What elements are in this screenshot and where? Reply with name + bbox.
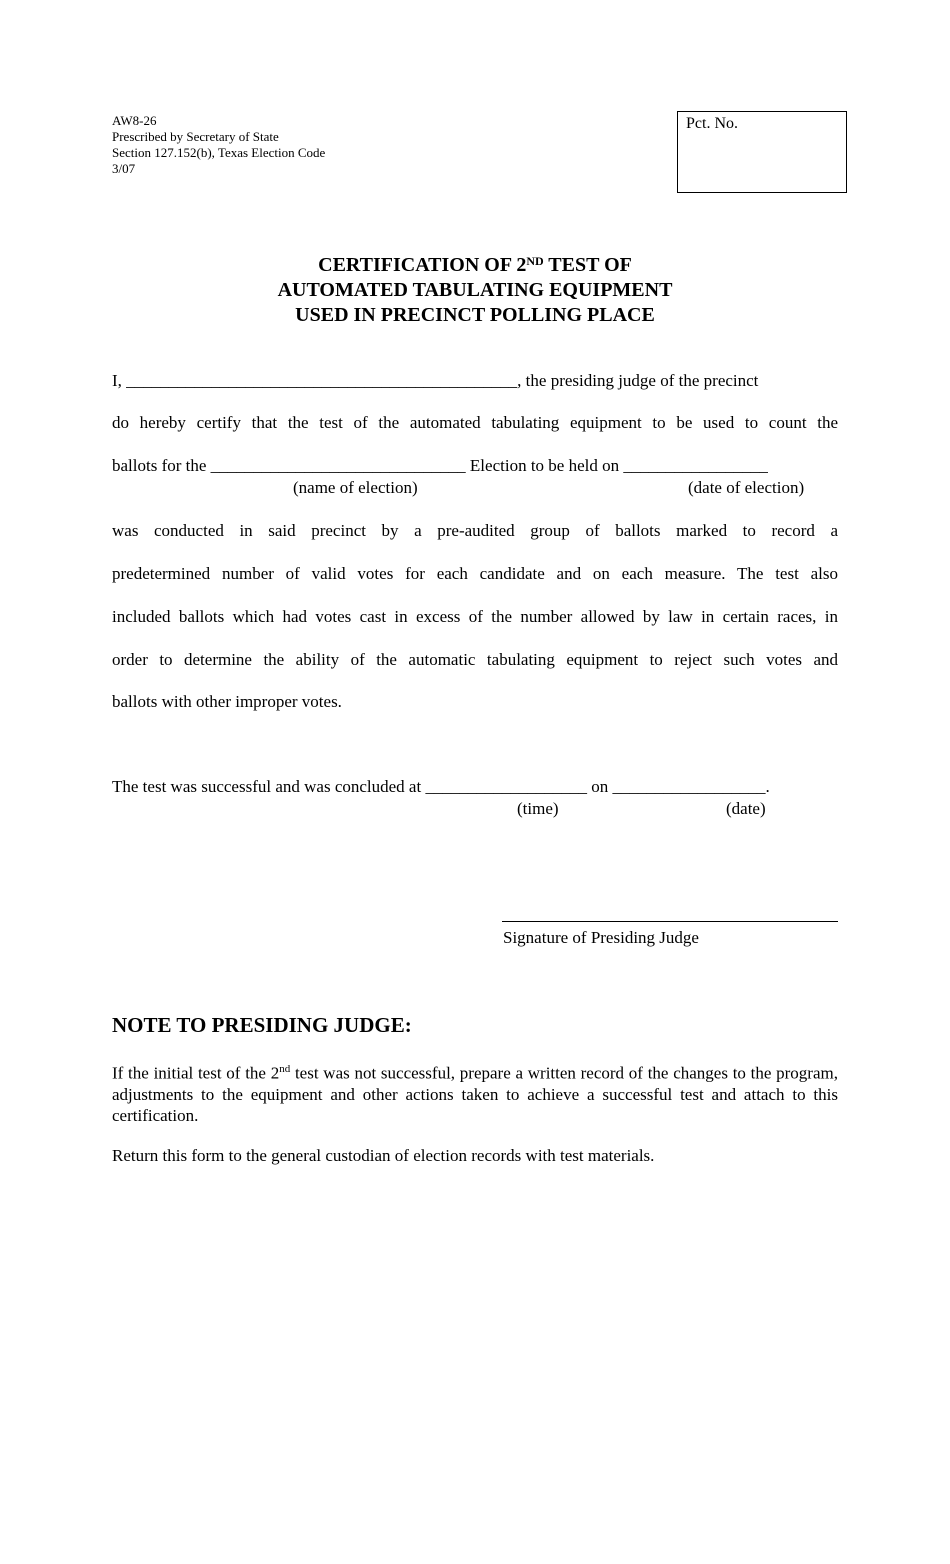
note-superscript: nd [279, 1063, 291, 1075]
note-para-1-prefix: If the initial test of the 2 [112, 1063, 280, 1083]
cert-line-4: was conducted in said precinct by a pre-audited group of ballots marked to record a [112, 521, 838, 540]
judge-name-blank[interactable]: ______________________________________________ [126, 371, 518, 390]
note-paragraph-1 [112, 1059, 838, 1126]
date-blank[interactable]: __________________. [612, 777, 770, 796]
prescribed-by: Prescribed by Secretary of State [112, 129, 279, 144]
cert-line-3-middle: Election to be held on [469, 456, 620, 475]
page-title-line-1 [0, 253, 950, 278]
title-prefix: CERTIFICATION OF 2 [318, 254, 527, 276]
caption-time: (time) [517, 799, 559, 818]
title-suffix: TEST OF [543, 254, 632, 276]
code-section: Section 127.152(b), Texas Election Code [112, 145, 326, 160]
conclusion-prefix: The test was successful and was concluded at [112, 777, 422, 796]
note-paragraph-2: Return this form to the general custodian of election records with test materials. [112, 1146, 655, 1165]
form-date: 3/07 [112, 161, 136, 176]
title-superscript: ND [526, 254, 544, 268]
cert-line-3 [112, 456, 768, 476]
page-title-line-2: AUTOMATED TABULATING EQUIPMENT [277, 279, 673, 301]
signature-line[interactable] [502, 921, 838, 922]
note-heading: NOTE TO PRESIDING JUDGE: [112, 1013, 412, 1037]
caption-date: (date) [726, 799, 766, 818]
conclusion-on: on [591, 777, 609, 796]
cert-line-1-suffix: , the presiding judge of the precinct [517, 371, 759, 390]
cert-line-3-prefix: ballots for the [112, 456, 207, 475]
form-id: AW8-26 [112, 113, 157, 128]
cert-line-2: do hereby certify that the test of the automated tabulating equipment to be used to count the [112, 413, 838, 432]
caption-date-of-election: (date of election) [688, 478, 805, 497]
cert-line-1 [112, 371, 758, 391]
election-date-blank[interactable]: _________________ [623, 456, 768, 475]
note-para-1-suffix: test was not successful, prepare a written record of the changes to the program, adjustments to the equipment and other actions taken to achieve a successful test and attach to this certification. [112, 1063, 838, 1125]
precinct-number-box[interactable] [677, 111, 847, 193]
election-name-blank[interactable]: ______________________________ [210, 456, 466, 475]
cert-line-8: ballots with other improper votes. [112, 692, 342, 711]
cert-line-5: predetermined number of valid votes for each candidate and on each measure. The test also [112, 564, 838, 583]
time-blank[interactable]: ___________________ [425, 777, 587, 796]
cert-i: I, [112, 371, 122, 390]
conclusion-line [112, 777, 770, 797]
page-title-line-3: USED IN PRECINCT POLLING PLACE [295, 304, 655, 326]
cert-line-6: included ballots which had votes cast in excess of the number allowed by law in certain races, in [112, 607, 838, 626]
cert-line-7: order to determine the ability of the automatic tabulating equipment to reject such votes and [112, 650, 838, 669]
precinct-number-label: Pct. No. [686, 115, 738, 132]
signature-label: Signature of Presiding Judge [503, 928, 699, 947]
caption-name-of-election: (name of election) [293, 478, 418, 497]
form-header [112, 113, 325, 177]
